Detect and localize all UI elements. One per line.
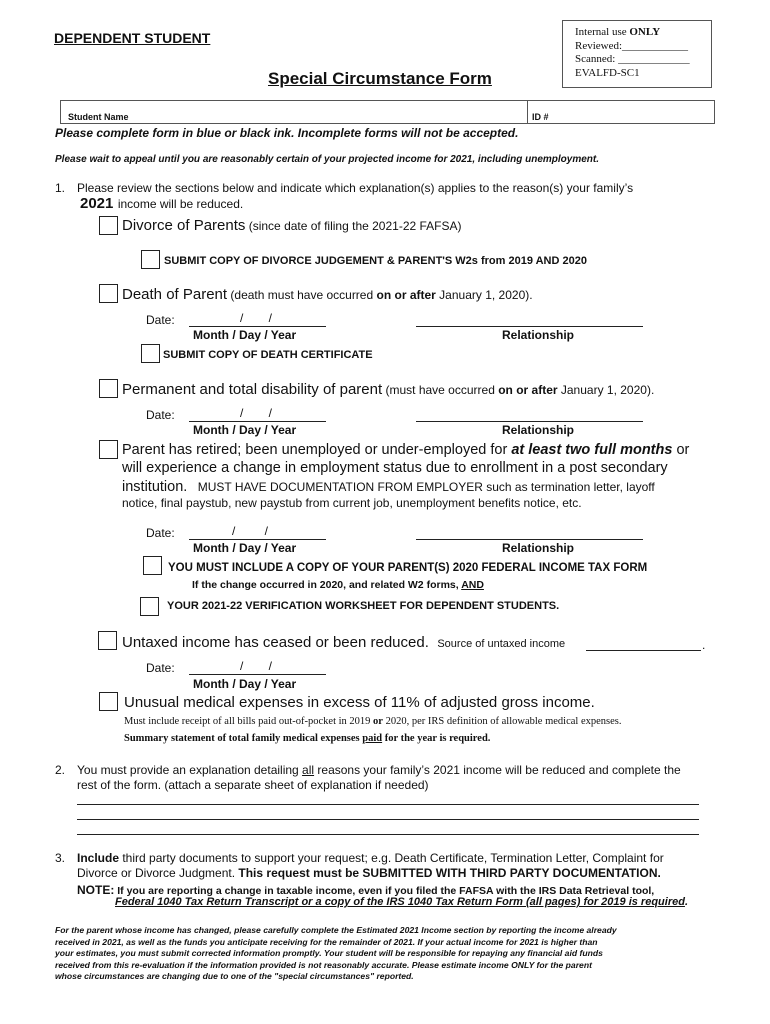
footer-line-3: your estimates, you must submit corrected information promptly. Your student will be responsible for repaying any financial aid funds xyxy=(55,948,603,958)
student-info-box xyxy=(60,100,715,124)
retired-checkbox[interactable] xyxy=(99,440,118,459)
untaxed-mdy-label: Month / Day / Year xyxy=(193,677,297,691)
section2-line1-end: reasons your family’s 2021 income will be reduced and complete the xyxy=(314,763,681,777)
wait-instruction: Please wait to appeal until you are reasonably certain of your projected income for 2021, including unemployment. xyxy=(55,154,600,165)
student-id-input[interactable] xyxy=(551,103,713,123)
medical-summary-end: for the year is required. xyxy=(382,733,491,744)
section2-all: all xyxy=(302,763,315,777)
death-mdy-label: Month / Day / Year xyxy=(193,328,297,342)
disability-date-line[interactable] xyxy=(189,421,326,422)
retired-line3: institution. xyxy=(122,479,188,495)
form-code: EVALFD-SC1 xyxy=(575,66,640,79)
retired-relationship-label: Relationship xyxy=(502,541,575,555)
death-date-line[interactable] xyxy=(189,326,326,327)
medical-note-end: 2020, per IRS definition of allowable medical expenses. xyxy=(382,716,622,727)
untaxed-title: Untaxed income has ceased or been reduced. xyxy=(122,634,429,651)
retired-date-label: Date: xyxy=(146,526,175,540)
medical-title: Unusual medical expenses in excess of 11% of adjusted gross income. xyxy=(124,694,595,711)
section1-intro-end: income will be reduced. xyxy=(117,197,244,211)
ink-instruction: Please complete form in blue or black ink. Incomplete forms will not be accepted. xyxy=(55,126,519,140)
untaxed-date-label: Date: xyxy=(146,661,175,675)
reviewed-line: Reviewed:____________ xyxy=(575,39,689,52)
medical-note-or: or xyxy=(373,716,383,727)
section3-period: . xyxy=(684,896,689,908)
death-relationship-label: Relationship xyxy=(502,328,575,342)
disability-relationship-line[interactable] xyxy=(416,421,643,422)
untaxed-date-slashes: / / xyxy=(240,659,273,673)
disability-date-slashes: / / xyxy=(240,406,273,420)
death-note: (death must have occurred xyxy=(227,288,377,302)
disability-note-end: January 1, 2020). xyxy=(557,383,655,397)
section1-intro: Please review the sections below and indicate which explanation(s) applies to the reason(s) your family’s xyxy=(77,181,634,195)
death-checkbox[interactable] xyxy=(99,284,118,303)
retired-documentation-note: MUST HAVE DOCUMENTATION FROM EMPLOYER such as termination letter, layoff xyxy=(197,480,655,494)
form-category-title: DEPENDENT STUDENT xyxy=(54,30,211,46)
divorce-checkbox[interactable] xyxy=(99,216,118,235)
medical-summary-paid: paid xyxy=(362,733,383,744)
retired-line1-end: or xyxy=(672,442,690,458)
disability-relationship-label: Relationship xyxy=(502,423,575,437)
retired-line1-emphasis: at least two full months xyxy=(511,442,673,458)
death-date-slashes: / / xyxy=(240,311,273,325)
scanned-line: Scanned: _____________ xyxy=(575,53,690,65)
footer-line-2: received in 2021, as well as the funds you anticipate receiving for the remainder of 2021. If your actual income for 2021 is higher than xyxy=(55,936,598,947)
medical-checkbox[interactable] xyxy=(99,692,118,711)
untaxed-source-period: . xyxy=(702,638,706,652)
section2-line1: You must provide an explanation detailing xyxy=(77,763,303,777)
student-name-input[interactable] xyxy=(131,103,525,123)
section1-number: 1. xyxy=(55,181,66,195)
section3-number: 3. xyxy=(55,851,66,865)
footer-line-4: received from this re-evaluation if the information provided is not reasonably accurate. Please estimate income ONLY for the parent xyxy=(55,959,592,970)
retired-tax-form-label: YOU MUST INCLUDE A COPY OF YOUR PARENT(S) 2020 FEDERAL INCOME TAX FORM xyxy=(168,562,648,574)
divorce-title: Divorce of Parents xyxy=(122,217,246,234)
divorce-note: (since date of filing the 2021-22 FAFSA) xyxy=(245,219,462,233)
divorce-submit-checkbox[interactable] xyxy=(141,250,160,269)
disability-checkbox[interactable] xyxy=(99,379,118,398)
retired-line1: Parent has retired; been unemployed or under-employed for xyxy=(122,442,512,458)
retired-date-line[interactable] xyxy=(189,539,326,540)
retired-tax-form-checkbox[interactable] xyxy=(143,556,162,575)
page-title: Special Circumstance Form xyxy=(268,69,492,88)
section2-line2: rest of the form. (attach a separate sheet of explanation if needed) xyxy=(77,778,429,792)
section3-transcript-requirement: Federal 1040 Tax Return Transcript or a copy of the IRS 1040 Tax Return Form (all pages) for 2019 is required xyxy=(115,896,685,908)
section2-number: 2. xyxy=(55,763,66,777)
internal-use-box xyxy=(562,20,712,88)
death-submit-checkbox[interactable] xyxy=(141,344,160,363)
death-note-bold: on or after xyxy=(376,288,436,302)
internal-use-label: Internal use xyxy=(575,26,630,38)
student-name-label: Student Name xyxy=(68,112,129,122)
footer-notice xyxy=(55,925,735,983)
retired-relationship-line[interactable] xyxy=(416,539,643,540)
explanation-line-3[interactable] xyxy=(77,834,699,835)
section3-include: Include xyxy=(77,851,120,865)
untaxed-checkbox[interactable] xyxy=(98,631,117,650)
death-note-end: January 1, 2020). xyxy=(435,288,533,302)
student-id-label: ID # xyxy=(532,112,549,122)
untaxed-source-label: Source of untaxed income xyxy=(437,638,566,650)
section3-line2: Divorce or Divorce Judgment. xyxy=(77,866,239,880)
retired-line4: notice, final paystub, new paystub from current job, unemployment benefits notice, etc. xyxy=(122,496,582,510)
untaxed-source-line[interactable] xyxy=(586,650,701,651)
disability-note-bold: on or after xyxy=(498,383,558,397)
section1-year: 2021 xyxy=(80,195,114,212)
death-relationship-line[interactable] xyxy=(416,326,643,327)
retired-mdy-label: Month / Day / Year xyxy=(193,541,297,555)
footer-line-1: For the parent whose income has changed, please carefully complete the Estimated 2021 Income section by reporting the income already xyxy=(55,925,617,935)
explanation-line-2[interactable] xyxy=(77,819,699,820)
student-box-divider xyxy=(527,101,528,123)
disability-note: (must have occurred xyxy=(382,383,499,397)
section3-line1: third party documents to support your request; e.g. Death Certificate, Termination Letter, Complaint for xyxy=(119,851,664,865)
retired-date-slashes: / / xyxy=(232,524,269,538)
footer-line-5: whose circumstances are changing due to one of the "special circumstances" reported. xyxy=(55,971,414,981)
medical-summary: Summary statement of total family medical expenses xyxy=(124,733,363,744)
disability-mdy-label: Month / Day / Year xyxy=(193,423,297,437)
untaxed-date-line[interactable] xyxy=(189,674,326,675)
internal-use-only: ONLY xyxy=(629,26,661,38)
disability-date-label: Date: xyxy=(146,408,175,422)
section3-note: If you are reporting a change in taxable income, even if you filed the FAFSA with the IRS Data Retrieval tool, xyxy=(114,885,655,897)
retired-tax-form-note: If the change occurred in 2020, and related W2 forms, xyxy=(192,579,462,591)
retired-and-label: AND xyxy=(461,579,484,591)
disability-title: Permanent and total disability of parent xyxy=(122,381,383,398)
section3-requirement: This request must be SUBMITTED WITH THIRD PARTY DOCUMENTATION. xyxy=(238,866,661,880)
section3-note-label: NOTE: xyxy=(77,883,115,897)
death-date-label: Date: xyxy=(146,313,175,327)
medical-note: Must include receipt of all bills paid out-of-pocket in 2019 xyxy=(124,716,374,727)
death-title: Death of Parent xyxy=(122,286,228,303)
explanation-line-1[interactable] xyxy=(77,804,699,805)
verification-worksheet-checkbox[interactable] xyxy=(140,597,159,616)
divorce-submit-label: SUBMIT COPY OF DIVORCE JUDGEMENT & PARENT'S W2s from 2019 AND 2020 xyxy=(164,255,587,267)
verification-worksheet-label: YOUR 2021-22 VERIFICATION WORKSHEET FOR DEPENDENT STUDENTS. xyxy=(167,600,560,612)
death-submit-label: SUBMIT COPY OF DEATH CERTIFICATE xyxy=(163,349,373,361)
retired-line2: will experience a change in employment status due to enrollment in a post secondary xyxy=(122,460,668,476)
